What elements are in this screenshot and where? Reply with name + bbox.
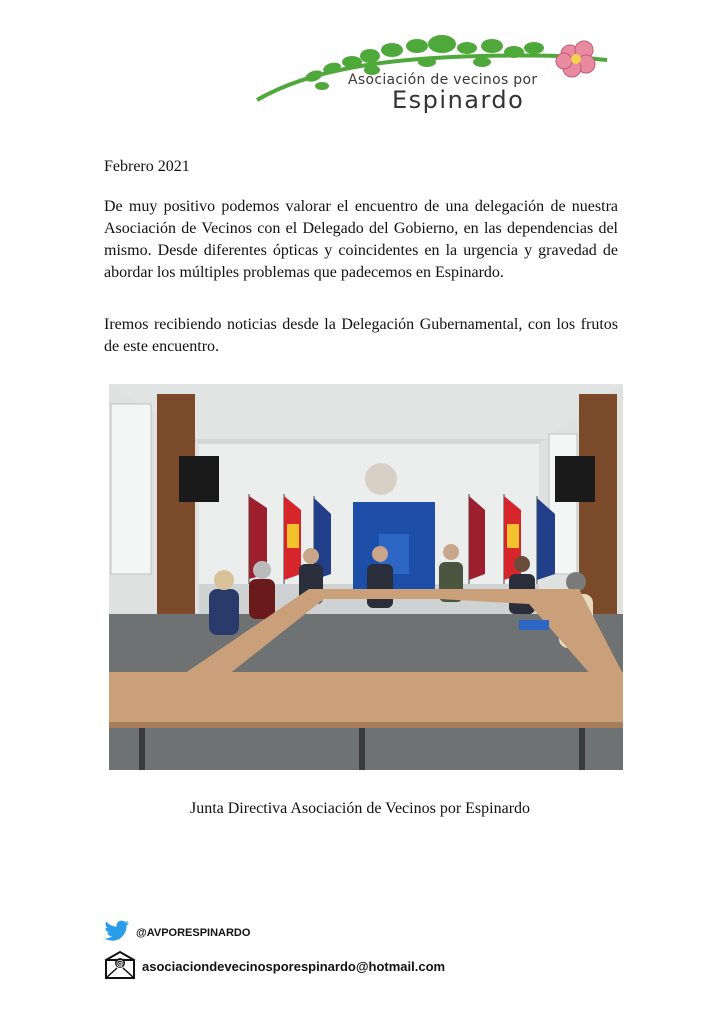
document-date: Febrero 2021: [104, 158, 190, 175]
photo-caption: Junta Directiva Asociación de Vecinos por Espinardo: [189, 800, 531, 817]
svg-text:@: @: [116, 959, 124, 968]
twitter-contact: [104, 920, 250, 945]
envelope-at-icon: [104, 950, 136, 983]
twitter-handle[interactable]: @AVPORESPINARDO: [136, 926, 251, 939]
meeting-photo: [109, 384, 623, 770]
email-contact: [104, 950, 445, 983]
body-paragraph: De muy positivo podemos valorar el encuentro de una delegación de nuestra Asociación de Vecinos con el Delegado del Gobierno, en las dependencias del mismo. Desde diferentes ópticas y coincidentes en la urgencia y gravedad de abordar los múltiples problemas que padecemos en Espinardo.: [104, 198, 618, 281]
body-paragraph: Iremos recibiendo noticias desde la Delegación Gubernamental, con los frutos de este encuentro.: [104, 316, 618, 355]
twitter-bird-icon: [104, 920, 130, 945]
email-address[interactable]: asociaciondevecinosporespinardo@hotmail.com: [142, 959, 446, 974]
association-logo: [252, 28, 622, 118]
logo-subtitle: Asociación de vecinos por: [348, 72, 538, 88]
logo-title: Espinardo: [392, 86, 525, 114]
